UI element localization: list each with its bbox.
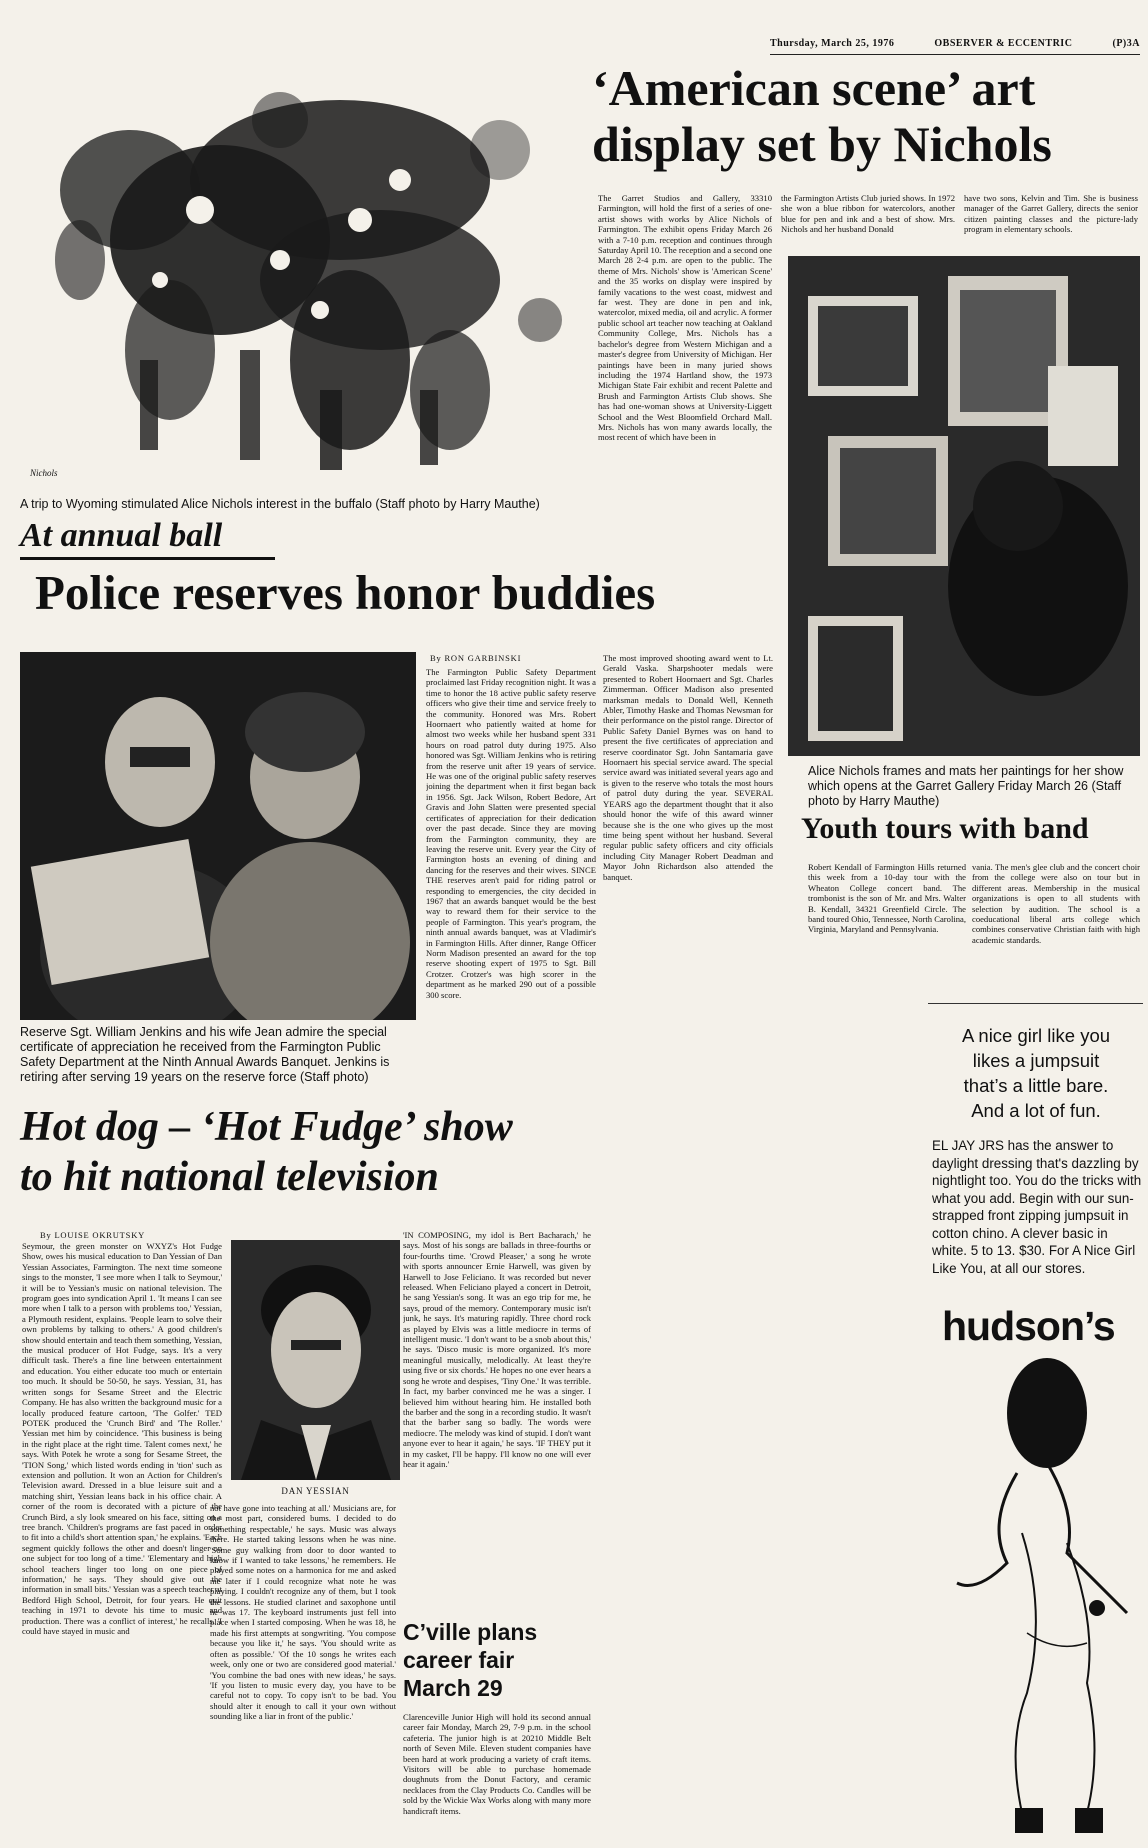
gallery-caption: Alice Nichols frames and mats her paintings for her show which opens at the Garret Gallery Friday March 26 (Staff photo by Harry Mauthe) bbox=[808, 764, 1124, 808]
youth-story-col1: Robert Kendall of Farmington Hills returned this week from a 10-day tour with the Wheaton College concert band. The trombonist is the son of Mr. and Mrs. Walter B. Kendall, 34321 Greenfield Circle. The band toured Ohio, Tennessee, North Carolina, Virginia, Maryland and Pennsylvania. bbox=[808, 862, 966, 935]
hotdog-headline-line2: to hit national television bbox=[20, 1154, 439, 1200]
hotdog-headline-line1: Hot dog – ‘Hot Fudge’ show bbox=[20, 1104, 513, 1150]
police-story-col1: The Farmington Public Safety Department proclaimed last Friday recognition night. It was a time to honor the 18 active public safety reserve officers who give their time and service freely to the community. Honored was Mrs. Robert Hoornaert who patiently waited at home for almost two weeks while her husband spent 331 hours on road patrol duty during 1975. Also honored was Sgt. William Jenkins who is retiring from the reserve unit after 19 years of service. He was one of the original public safety reserves joining the department when it first began back in 1956. Sgt. Jack Wilson, Robert Bedore, Art Gravis and John Slatten were presented special certificates of appreciation for their dedication over the past decade. Since they are moving from the Farmington community, they are leaving the reserve unit. Every year the City of Farmington hosts an evening of dining and dancing for the reserves and their wives. SINCE THE reserves aren't paid for riding patrol or responding to emergencies, the city decided in 1967 that an awards banquet would be the best way to reward them for their service to the people of Farmington. This year's program, the ninth annual awards banquet, was at Vladimir's in Farmington Hills. After dinner, Range Officer Norm Madison presented an award for the top reserve shooting expert of 1975 to Sgt. Bill Crotzer. Crotzer's was high scorer in the department as he marked 290 out of a possible 300 score. bbox=[426, 667, 596, 1000]
cville-headline-line2: career fair bbox=[403, 1647, 515, 1673]
masthead bbox=[770, 38, 1140, 55]
cville-headline-line3: March 29 bbox=[403, 1675, 503, 1701]
cville-story: Clarenceville Junior High will hold its second annual career fair Monday, March 29, 7-9 p.m. in the school cafeteria. The junior high is at 20210 Middle Belt north of Seven Mile. Eleven student companies have been hard at work producing a variety of craft items. Visitors will be able to purchase homemade doughnuts from the Donut Factory, and ceramic necklaces from the Clay Products Co. Candles will be sold by the Wickie Wax Works along with many more handicraft items. bbox=[403, 1712, 591, 1816]
art-story-col3: have two sons, Kelvin and Tim. She is business manager of the Garret Gallery, directs the senior citizen painting classes and the picture-lady program in elementary schools. bbox=[964, 193, 1138, 235]
police-photo bbox=[20, 652, 416, 1020]
masthead-date: Thursday, March 25, 1976 bbox=[770, 38, 895, 49]
cville-headline bbox=[403, 1618, 593, 1702]
illustration-signature: Nichols bbox=[30, 468, 58, 478]
ad-headline bbox=[927, 1023, 1145, 1123]
yessian-caption: DAN YESSIAN bbox=[281, 1486, 350, 1496]
hotdog-story-col1: Seymour, the green monster on WXYZ's Hot Fudge Show, owes his musical education to Dan Yessian of Dan Yessian Associates, Farmington. The next time someone sings to the monster, 'I see more when I talk to Seymour,' it will be to Yessian's music on national television. The program goes into syndication April 1. 'It means I can see more when I talk to a person with problems too,' Yessian, a Plymouth resident, explains. 'People learn to solve their own problems by talking to others.' A good children's show should entertain and teach them something, Yessian, the musical producer of Hot Fudge, says. It's a very difficult task. There's a fine line between entertainment and education. You either educate too much or entertain too much. It should be 50-50, he says. Yessian, 31, has written songs for Sesame Street and the Electric Company. He has also written the background music for a locally produced feature cartoon, 'The Golfer.' TED POTEK produced the 'Crunch Bird' and 'The Roller.' Yessian met him by coincidence. 'This business is being in the right place at the right time. Talent comes next,' he says. With Potek he wrote a song for Sesame Street, the 'TION Song,' which listed words ending in 'tion' such as extension and pollution. It won an Action for Children's Television award. Dressed in a blue leisure suit and a matching shirt, Yessian leans back in his office chair. A corner of the room is decorated with a picture of the Crunch Bird, a sly look smeared on his face, sitting on a tree branch. 'Children's programs are fast paced in order to fit into a child's short attention span,' he explains. 'Each segment quickly follows the other and doesn't linger on one subject for too long of a time.' 'Elementary and high school teachers linger too long on one piece of information,' he says. 'They should give out the information in small bits.' Yessian was a speech teacher at Bedford High School, Detroit, for four years. He quit teaching in 1971 to devote his time to music and production. There was a conflict of interest,' he recalls. 'I could have stayed in music and bbox=[22, 1241, 222, 1637]
police-story-col2: The most improved shooting award went to Lt. Gerald Vaska. Sharpshooter medals were presented to Robert Hoornaert and Sgt. Charles Zimmerman. Officer Madison also presented marksman medals to Donald Well, Kenneth Abler, Timothy Haske and Thomas Newsman for their performance on the pistol range. Director of Public Safety Daniel Byrnes was on hand to present the five certificates of appreciation and reserve coordinator Sgt. John Santamaria gave Hoornaert his special service award. The special service award was initiated several years ago and is given to the reserve who totals the most hours of patrol duty during the year. SEVERAL YEARS ago the department thought that it also should honor the wife of this award winner because she is the one who gives up the most time being spent without her husband. Several regular public safety officers and city officials including City Manager Robert Deadman and Mayor John Richardson also attended the banquet. bbox=[603, 653, 773, 882]
art-story-col2: the Farmington Artists Club juried shows. In 1972 she won a blue ribbon for watercolors, another blue for pen and ink and a best of show. Mrs. Nichols and her husband Donald bbox=[781, 193, 955, 235]
hotdog-byline: By LOUISE OKRUTSKY bbox=[40, 1230, 146, 1240]
police-kicker: At annual ball bbox=[20, 517, 223, 554]
art-headline-line1: ‘American scene’ art bbox=[592, 60, 1036, 116]
hotdog-story-col2: not have gone into teaching at all.' Musicians are, for the most part, considered bums. I decided to do something respectable,' he says. Music was always there. He started taking lessons when he was nine. 'Some guy walking from door to door wanted to know if I wanted to take lessons,' he remembers. He played some notes on a harmonica for me and asked me later if I could recognize what note he was playing. I couldn't recognize any of them, but I took the lessons. He studied clarinet and saxophone until he was 17. The keyboard instruments just fell into place when I started composing. When he was 18, he made his first attempts at songwriting. 'You compose because you like it,' he says. 'You should write as often as possible.' 'Of the 10 songs he writes each week, only one or two are considered good material.' 'You combine the bad ones with new ideas,' he says. 'If you listen to music every day, you have to be careful not to copy. To copy isn't to be bad. You should alter it enough to call it your own without sounding like a liar in front of the public.' bbox=[210, 1503, 396, 1722]
hotdog-headline bbox=[20, 1102, 580, 1202]
hotdog-story-col3: 'IN COMPOSING, my idol is Bert Bacharach,' he says. Most of his songs are ballads in three-fourths or four-fourths time. 'Crowd Pleaser,' a song he wrote with sports announcer Ernie Harwell, was given by Harwell to Jose Feliciano. It was recorded but never released. When Feliciano played a concert in Detroit, he sang Yessian's song. It was an ego trip for me, he says, proud of the memory. Contemporary music isn't junk, he says. It's maturing rapidly. Three chord rock as played by Elvis was a little mediocre in terms of intelligent music. 'I don't want to be a snob about this,' he says. 'Disco music is more organized. It's more meaningful musically, melodically. At least they're using five or six chords.' He hopes no one ever hears a song he wrote and despises, 'Tiny One.' It was terrible. In fact, my barber convinced me he was a singer. I believed him without hearing him. He installed both the barber and the song in a recording studio. It wasn't that the barber sang so badly. The words were mediocre. The melody was kind of stupid. I don't want anyone ever to hear it again,' he says. 'IF THEY put it in my casket, I'll be happy. I'll know no one will ever hear it again.' bbox=[403, 1230, 591, 1469]
art-story-col1: The Garret Studios and Gallery, 33310 Farmington, will hold the first of a series of one-artist shows with works by Alice Nichols of Farmington. The exhibit opens Friday March 26 with a 7-10 p.m. reception and continues through Saturday April 10. The reception and a second one March 28 2-4 p.m. are open to the public. The theme of Mrs. Nichols' show is 'American Scene' and the 35 works on display were inspired by family vacations to the west coast, midwest and far west. They are done in pen and ink, watercolor, mixed media, oil and acrylic. A former public school art teacher now teaching at Oakland Community College, Mrs. Nichols has a bachelor's degree from Western Michigan and a master's degree from University of Michigan. Her paintings have been in many juried shows including the 1974 Hartland show, the 1973 Michigan State Fair exhibit and recent Palette and Brush and Farmington Artists Club shows. She has had one-woman shows at University-Liggett School and the West Bloomfield Orchard Mall. Mrs. Nichols has won many awards locally, the most recent of which have been in bbox=[598, 193, 772, 443]
police-caption: Reserve Sgt. William Jenkins and his wife Jean admire the special certificate of appreciation he received from the Farmington Public Safety Department at the Ninth Annual Awards Banquet. Jenkins is retiring after serving 19 years on the reserve force (Staff photo) bbox=[20, 1025, 390, 1084]
ad-line4: And a lot of fun. bbox=[971, 1100, 1101, 1121]
ad-copy: EL JAY JRS has the answer to daylight dressing that's dazzling by nightlight too. You do the tricks with what you add. Begin with our sun-strapped front zipping jumpsuit in cotton chino. A clever basic in white. 5 to 13. $30. For A Nice Girl Like You, at all our stores. bbox=[932, 1138, 1142, 1276]
cville-headline-line1: C’ville plans bbox=[403, 1619, 538, 1645]
police-byline: By RON GARBINSKI bbox=[430, 653, 522, 663]
fashion-illustration bbox=[927, 1353, 1145, 1843]
buffalo-illustration bbox=[20, 60, 580, 480]
ad-line3: that’s a little bare. bbox=[963, 1075, 1109, 1096]
ad-line1: A nice girl like you bbox=[961, 1025, 1111, 1046]
hudsons-logo: hudson’s bbox=[942, 1303, 1115, 1349]
gallery-photo bbox=[788, 256, 1140, 756]
masthead-page: (P)3A bbox=[1112, 38, 1140, 49]
section-rule bbox=[928, 1003, 1143, 1004]
police-headline: Police reserves honor buddies bbox=[35, 565, 656, 620]
art-headline bbox=[592, 60, 1142, 172]
art-headline-line2: display set by Nichols bbox=[592, 116, 1052, 172]
hudsons-ad bbox=[927, 1013, 1145, 1848]
buffalo-caption: A trip to Wyoming stimulated Alice Nichols interest in the buffalo (Staff photo by Harry Mauthe) bbox=[20, 497, 540, 511]
kicker-rule bbox=[20, 557, 275, 560]
masthead-paper: OBSERVER & ECCENTRIC bbox=[934, 38, 1073, 49]
yessian-photo bbox=[231, 1240, 400, 1480]
ad-line2: likes a jumpsuit bbox=[972, 1050, 1100, 1071]
youth-story-col2: vania. The men's glee club and the concert choir from the college were also on tour but in different areas. Membership in the musical organizations is open to all students with selection by audition. The school is a coeducational liberal arts college which combines conservative Christian faith with high academic standards. bbox=[972, 862, 1140, 945]
youth-headline: Youth tours with band bbox=[801, 812, 1089, 845]
